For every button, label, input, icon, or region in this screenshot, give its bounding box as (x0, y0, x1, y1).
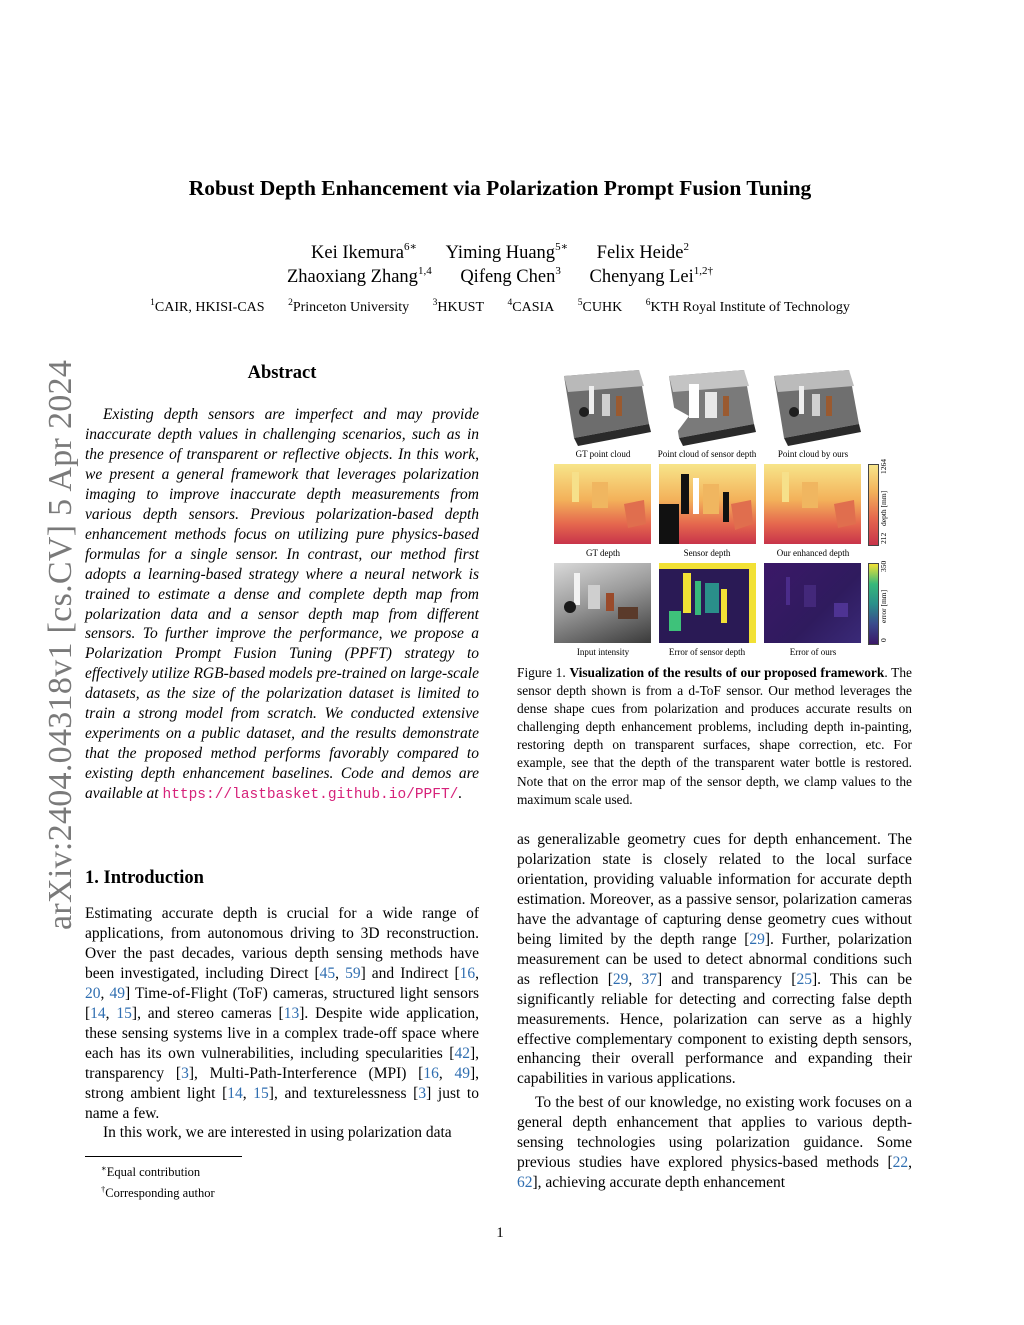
intro-paragraph-2: In this work, we are interested in using polarization data (103, 1124, 452, 1142)
citation-link[interactable]: 3 (418, 1084, 427, 1102)
footnotes (85, 1160, 215, 1202)
section-heading-introduction: 1. Introduction (85, 868, 204, 888)
paragraph-text: ] and transparency [ (656, 970, 797, 988)
paragraph-text: , (242, 1084, 254, 1102)
intro-paragraph-1 (85, 904, 479, 1123)
figure-label: Error of sensor depth (668, 647, 746, 657)
figure-panel-our-error (764, 563, 861, 643)
paragraph-text: Estimating accurate depth is crucial for a wide range of applications, from autonomous driving to 3D reconstruction. Over the past decades, various depth sensing methods have been investigated, including Direct [ (85, 905, 479, 982)
affiliation: $^3$HKUST (432, 298, 485, 315)
figure-label: Point cloud of sensor depth (657, 449, 757, 459)
citation-link[interactable]: 15 (116, 1004, 132, 1022)
citation-link[interactable]: 49 (454, 1064, 470, 1082)
figure-panel-gt-depth (554, 464, 651, 544)
affiliations (0, 298, 1000, 316)
affiliation: $^1$CAIR, HKISI-CAS (150, 298, 265, 315)
figure-label: Point cloud by ours (777, 449, 849, 459)
author: Kei Ikemura$^{6∗}$ (311, 241, 417, 263)
figure-panel-our-depth (764, 464, 861, 544)
paragraph-text: ], transparency [ (85, 1044, 479, 1082)
arxiv-stamp: arXiv:2404.04318v1 [cs.CV] 5 Apr 2024 (42, 359, 79, 930)
figure-panel-sensor-error (659, 563, 756, 643)
author: Felix Heide$^2$ (596, 241, 689, 263)
citation-link[interactable]: 59 (345, 964, 361, 982)
citation-link[interactable]: 29 (749, 930, 765, 948)
citation-link[interactable]: 20 (85, 984, 101, 1002)
citation-link[interactable]: 25 (796, 970, 812, 988)
figure-label: Error of ours (789, 647, 837, 657)
paragraph-text: , (335, 964, 346, 982)
figure-label: Sensor depth (683, 548, 731, 558)
code-link[interactable]: https://lastbasket.github.io/PPFT/ (162, 787, 459, 804)
figure-1-caption (517, 664, 912, 809)
page-number: 1 (496, 1225, 504, 1241)
figure-panel-our-point-cloud (764, 366, 861, 446)
author: Yiming Huang$^{5∗}$ (445, 241, 569, 263)
caption-title: Visualization of the results of our proposed framework (569, 665, 885, 680)
figure-label: GT depth (585, 548, 621, 558)
paragraph-text: , (908, 1154, 912, 1172)
paragraph-text: ] just to name a few. (85, 1084, 479, 1122)
affiliation: $^6$KTH Royal Institute of Technology (645, 298, 850, 315)
figure-label: Our enhanced depth (776, 548, 850, 558)
figure-label: Input intensity (576, 647, 630, 657)
paragraph-text: ], and stereo cameras [ (131, 1004, 284, 1022)
affiliation: $^2$Princeton University (288, 298, 410, 315)
intro-right-column (517, 830, 912, 1193)
citation-link[interactable]: 13 (283, 1004, 300, 1022)
intro-left-column (85, 904, 479, 1143)
affiliation: $^5$CUHK (577, 298, 623, 315)
figure-panel-sensor-point-cloud (659, 366, 756, 446)
figure-label: GT point cloud (575, 449, 631, 459)
caption-prefix: Figure 1. (517, 665, 566, 680)
affiliation: $^4$CASIA (507, 298, 555, 315)
citation-link[interactable]: 29 (612, 970, 629, 988)
citation-link[interactable]: 22 (892, 1154, 909, 1172)
citation-link[interactable]: 14 (227, 1084, 243, 1102)
paper-title: Robust Depth Enhancement via Polarization Prompt Fusion Tuning (188, 176, 812, 200)
footnote: ∗Equal contribution (101, 1163, 201, 1180)
footnote-rule (85, 1156, 242, 1157)
depth-colorbar-min: 212 (879, 532, 888, 544)
error-colorbar (868, 563, 879, 645)
author: Qifeng Chen$^3$ (460, 265, 561, 287)
footnote: †Corresponding author (101, 1184, 215, 1201)
citation-link[interactable]: 62 (517, 1174, 533, 1192)
figure-panel-input-intensity (554, 563, 651, 643)
intro-paragraph-3 (517, 830, 912, 1089)
citation-link[interactable]: 16 (423, 1064, 439, 1082)
author-line-2 (0, 265, 1000, 288)
citation-link[interactable]: 14 (90, 1004, 106, 1022)
author-line-1 (0, 240, 1000, 264)
paragraph-text: ], and texturelessness [ (268, 1084, 419, 1102)
paragraph-text: To the best of our knowledge, no existing work focuses on a general depth enhancement that applies to various depth-sensing technologies using polarization guidance. Some previous studies have explored physics-based methods [ (517, 1094, 912, 1172)
error-colorbar-title: error [mm] (879, 589, 888, 623)
paragraph-text: , (628, 970, 642, 988)
paragraph-text: , (475, 964, 479, 982)
citation-link[interactable]: 16 (459, 964, 476, 982)
abstract-end: . (458, 785, 463, 803)
citation-link[interactable]: 45 (319, 964, 336, 982)
error-colorbar-min: 0 (879, 638, 888, 642)
depth-colorbar-max: 1264 (879, 459, 888, 474)
citation-link[interactable]: 3 (181, 1064, 189, 1082)
paragraph-text: ] Time-of-Flight (ToF) cameras, structured light sensors [ (85, 984, 480, 1022)
paragraph-text: ]. This can be significantly reliable for detecting and correcting false depth measurements. Hence, polarization can serve as a highly effective complementary component to existing depth sensors, enhancing their overall performance and expanding their capabilities in various applications. (517, 970, 912, 1088)
depth-colorbar (868, 464, 879, 546)
paragraph-text: ]. Despite wide application, these sensing systems live in a complex trade-off space where each has its own vulnerabilities, including specularities [ (85, 1004, 480, 1062)
figure-panel-gt-point-cloud (554, 366, 651, 446)
citation-link[interactable]: 15 (253, 1084, 269, 1102)
paragraph-text: ], strong ambient light [ (85, 1064, 480, 1102)
paragraph-text: , (100, 984, 110, 1002)
paragraph-text: ] and Indirect [ (360, 964, 460, 982)
author: Zhaoxiang Zhang$^{1,4}$ (286, 265, 432, 287)
author: Chenyang Lei$^{1,2\dagger}$ (589, 265, 714, 287)
citation-link[interactable]: 37 (641, 970, 657, 988)
paragraph-text: ], achieving accurate depth enhancement (532, 1174, 786, 1192)
figure-1 (548, 364, 888, 664)
depth-colorbar-title: depth [mm] (879, 490, 888, 526)
caption-text: . The sensor depth shown is from a d-ToF sensor. Our method leverages the dense shape cues from polarization and produces accurate results on challenging depth enhancement problems, including depth in-painting, restoring depth on transparent surfaces, shape correction, etc. For example, see that the depth of the transparent water bottle is restored. Note that on the error map of the sensor depth, we clamp values to the maximum scale used. (517, 665, 912, 807)
abstract-body (85, 405, 479, 806)
error-colorbar-max: 350 (879, 560, 888, 572)
abstract-heading: Abstract (247, 363, 317, 383)
paragraph-text: as generalizable geometry cues for depth enhancement. The polarization state is closely related to the local surface orientation, providing valuable information for accurate depth estimation. Moreover, as a passive sensor, polarization cameras have the advantage of capturing dense geometry cues without being limited by the depth range [ (517, 831, 912, 948)
paragraph-text: ]. Further, polarization measurement can be used to detect abnormal conditions such as reflection [ (517, 930, 912, 988)
citation-link[interactable]: 49 (109, 984, 126, 1002)
figure-panel-sensor-depth (659, 464, 756, 544)
intro-paragraph-4 (517, 1093, 912, 1193)
abstract-text: Existing depth sensors are imperfect and may provide inaccurate depth values in challenging scenarios, such as in the presence of transparent or reflective objects. In this work, we present a general framework that leverages polarization imaging to improve inaccurate depth measurements from various depth sensors. Previous polarization-based depth enhancement methods focus on utilizing pure physics-based formulas for a single sensor. In contrast, our method first adopts a learning-based strategy where a neural network is trained to estimate a dense and complete depth map from polarization data and a sensor depth map from different sensors. To further improve the performance, we propose a Polarization Prompt Fusion Tuning (PPFT) strategy to effectively utilize RGB-based models pre-trained on large-scale datasets, as the size of the polarization dataset is limited to train a strong model from scratch. We conducted extensive experiments on a public dataset, and the results demonstrate that the proposed method performs favorably compared to existing depth enhancement baselines. Code and demos are available at (85, 406, 479, 803)
paragraph-text: ], Multi-Path-Interference (MPI) [ (188, 1064, 424, 1082)
paragraph-text: , (438, 1064, 455, 1082)
paragraph-text: , (105, 1004, 117, 1022)
citation-link[interactable]: 42 (454, 1044, 470, 1062)
